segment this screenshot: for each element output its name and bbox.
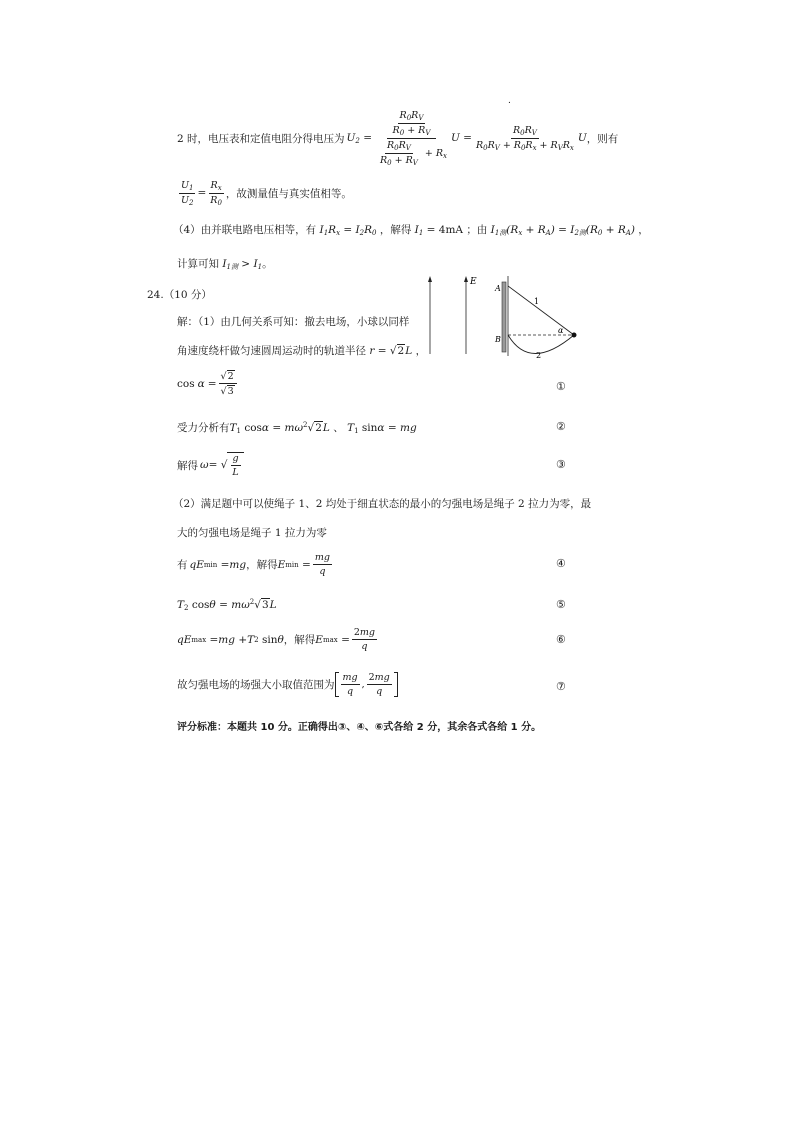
field-diagram bbox=[420, 272, 590, 362]
marker-7: ⑦ bbox=[556, 680, 566, 693]
line-conclusion: 计算可知 $I_{1测} > I_1$。 bbox=[177, 258, 273, 271]
marker-1: ① bbox=[556, 380, 566, 393]
u2-simplified-fraction: $\frac{R_0R_V}{R_0R_V + R_0R_x + R_VR_x}$ bbox=[475, 124, 574, 152]
eq3-text: 解得 bbox=[177, 459, 198, 472]
q24-p2b: 大的匀强电场是绳子 1 拉力为零 bbox=[177, 527, 327, 539]
rod bbox=[502, 282, 506, 352]
line1-prefix: 2 时，电压表和定值电阻分得电压为 bbox=[177, 132, 345, 145]
r-ratio-fraction: $\frac{R_x}{R_0}$ bbox=[210, 179, 222, 207]
label-a: A bbox=[495, 284, 501, 293]
q24-p2a: （2）满足题中可以使绳子 1、2 均处于细直状态的最小的匀强电场是绳子 2 拉力为零，最 bbox=[173, 498, 592, 510]
line2-suffix: ，故测量值与真实值相等。 bbox=[225, 187, 352, 200]
ball bbox=[572, 333, 577, 338]
line3-text-a: （4）由并联电路电压相等，有 bbox=[173, 224, 317, 236]
line-ratio: $\frac{U_1}{U_2}$ = $\frac{R_x}{R_0}$ ，故测量值与真实值相等。 bbox=[181, 179, 352, 207]
marker-3: ③ bbox=[556, 458, 566, 471]
line1-suffix: ，则有 bbox=[586, 132, 619, 145]
field-arrow-left bbox=[428, 276, 432, 282]
label-rope2: 2 bbox=[536, 351, 542, 360]
eq-6: qE max = mg + T 2 sin θ ，解得 E max = $\frac{2mg}{q}$ bbox=[177, 627, 376, 652]
marker-6: ⑥ bbox=[556, 633, 566, 646]
label-rope1: 1 bbox=[534, 297, 540, 306]
marker-4: ④ bbox=[556, 557, 566, 570]
line4-text: 计算可知 bbox=[177, 258, 219, 270]
q24-p1b-text: 角速度绕杆做匀速圆周运动时的轨道半径 bbox=[177, 345, 366, 357]
marker-5: ⑤ bbox=[556, 598, 566, 611]
line3-text-c: ；由 bbox=[466, 224, 488, 236]
line-part4: （4）由并联电路电压相等，有 $I_1R_x = I_2R_0$ ，解得 $I_1 = 4mA$ ；由 $I_{1测}(R_x + R_A) = I_{2测}(R_0 + R_A)$ ， bbox=[173, 224, 649, 237]
eq-5: $T_2$ $\cos\theta = m\omega^2√3L$ bbox=[177, 598, 277, 612]
eq7-text: 故匀强电场的场强大小取值范围为 bbox=[177, 679, 335, 691]
eq4-mid: ，解得 bbox=[246, 559, 278, 571]
eq-1: cos α = $\frac{√2}{√3}$ bbox=[177, 370, 239, 397]
u2-big-fraction: $\frac{R_0R_V}{R_0 + R_V}$ $\frac{R_0R_V}{R_0 + R_V}$ + $R_x$ bbox=[380, 109, 447, 167]
line3-text-b: ，解得 bbox=[379, 224, 412, 236]
q24-header: 24.（10 分） bbox=[147, 289, 212, 301]
eq-4: 有 qE min = mg ，解得 E min = $\frac{mg}{q}$ bbox=[177, 552, 330, 577]
rope-1 bbox=[508, 286, 574, 335]
eq2-sep: 、 bbox=[333, 422, 344, 434]
marker-2: ② bbox=[556, 420, 566, 433]
eq-2: 受力分析有$T_1$ $\cos\alpha = m\omega^2√2L$ 、 $T_1$ sinα = mg bbox=[177, 421, 417, 435]
eq2-text: 受力分析有 bbox=[177, 422, 230, 434]
label-b: B bbox=[495, 335, 501, 344]
u2-symbol: $U_2$ = bbox=[346, 131, 372, 145]
label-alpha: α bbox=[558, 326, 564, 335]
stray-dot: . bbox=[508, 96, 511, 106]
eq-3: 解得 ω = √ $\frac{g}{L}$ bbox=[177, 452, 244, 478]
eq6-mid: ，解得 bbox=[283, 634, 316, 646]
scoring-note: 评分标准：本题共 10 分。正确得出③、④、⑥式各给 2 分，其余各式各给 1 分。 bbox=[177, 722, 542, 733]
line3-end: ， bbox=[638, 224, 649, 236]
label-e: E bbox=[470, 277, 477, 287]
eq-7: 故匀强电场的场强大小取值范围为 $\frac{mg}{q}$ , $\frac{2mg}{q}$ bbox=[177, 672, 398, 697]
eq4-text: 有 bbox=[177, 559, 188, 571]
q24-p1b-end: ， bbox=[415, 345, 427, 357]
q24-p1b: 角速度绕杆做匀速圆周运动时的轨道半径 r = √2L ， bbox=[177, 345, 427, 357]
q24-p1a: 解：（1）由几何关系可知：撤去电场，小球以同样 bbox=[177, 316, 410, 328]
field-arrow-right bbox=[464, 276, 468, 282]
line-voltage-u2: 2 时，电压表和定值电阻分得电压为 $U_2$ = $\frac{R_0R_V}{R_0 + R_V}$ $\frac{R_0R_V}{R_0 + R_V}$ + $R_x$ U = $\frac{R_0R_V}{R_0R_V + R_0R_x + R_VR_x}$ U ，则有 bbox=[177, 109, 619, 167]
u-ratio-fraction: $\frac{U_1}{U_2}$ bbox=[181, 179, 194, 207]
